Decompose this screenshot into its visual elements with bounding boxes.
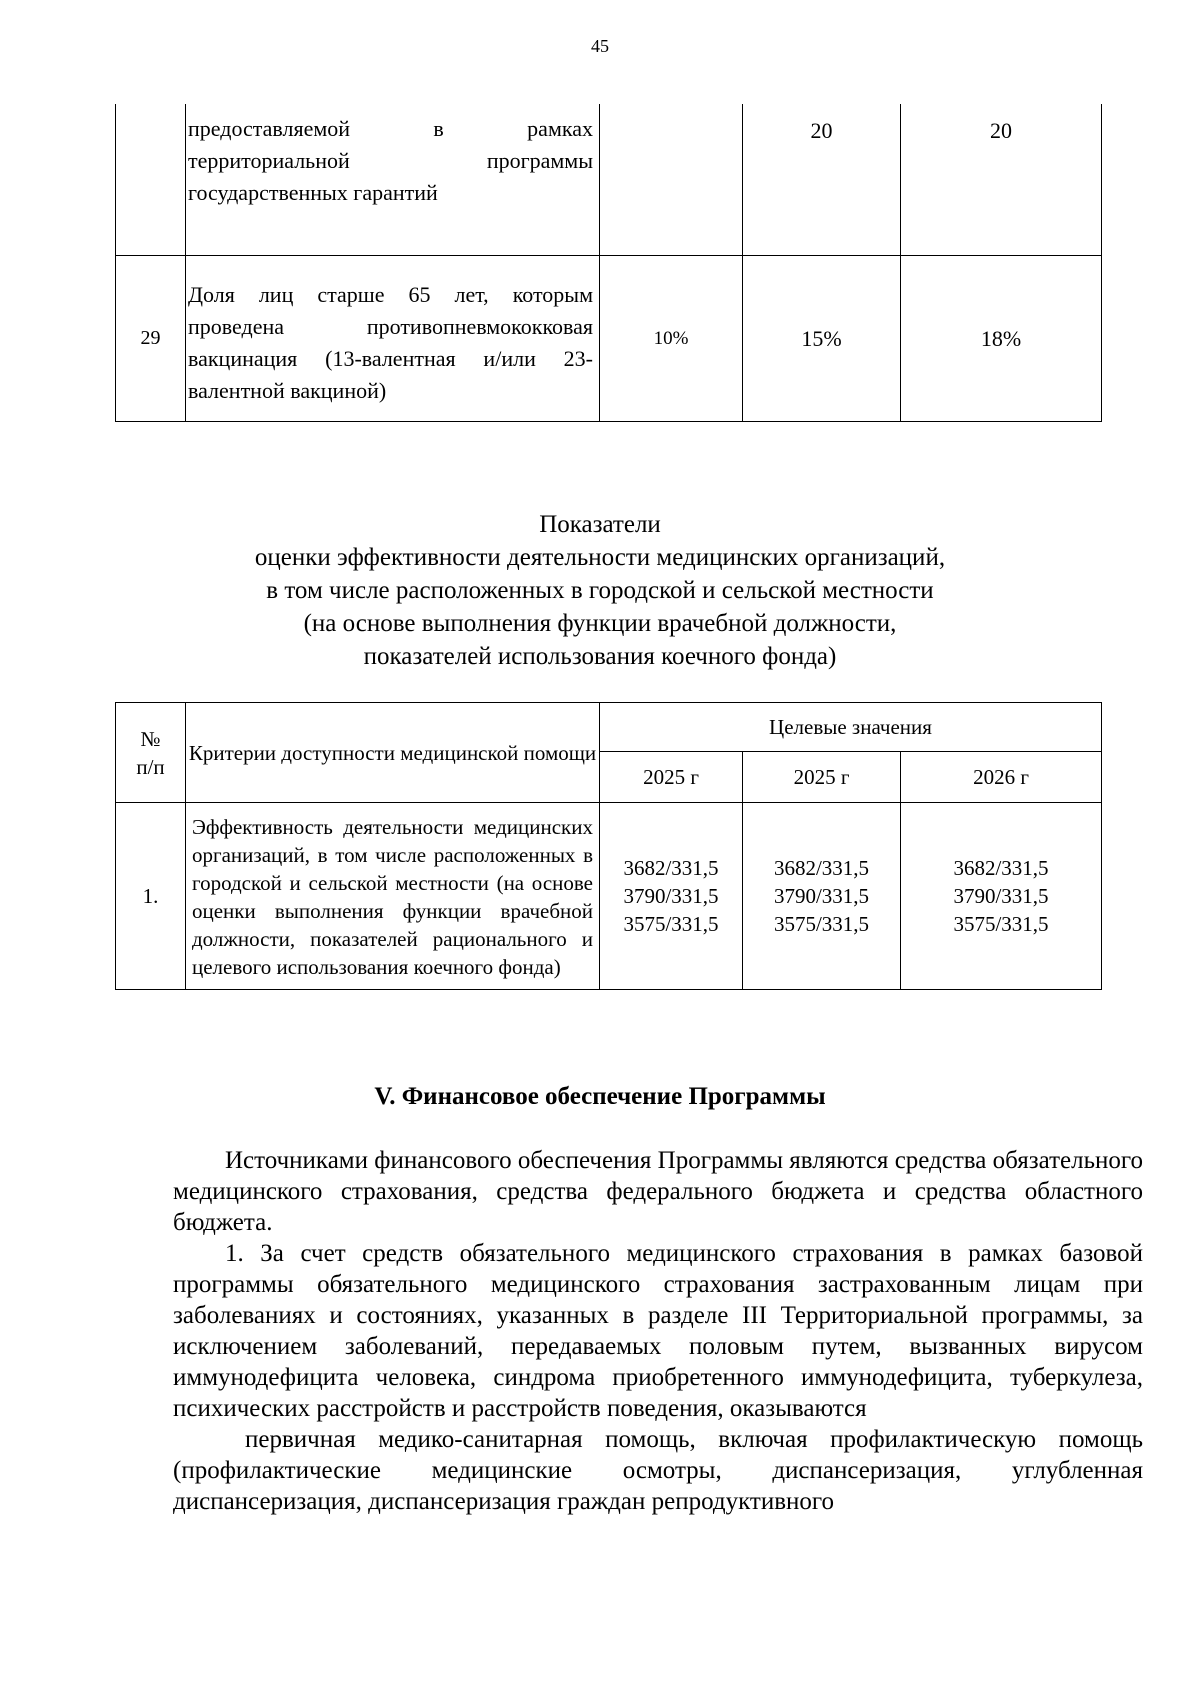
row-value-1: 10% <box>600 256 743 422</box>
row-value-1 <box>600 104 743 256</box>
header-year: 2026 г <box>901 752 1102 803</box>
row-criterion <box>186 256 600 422</box>
row-value-3: 20 <box>901 104 1102 256</box>
row-criterion <box>186 803 600 990</box>
row-number: 1. <box>116 803 186 990</box>
header-target-values: Целевые значения <box>600 703 1102 752</box>
value-line: 3575/331,5 <box>773 912 870 936</box>
row-value-2 <box>743 803 901 990</box>
heading-line: оценки эффективности деятельности медицинских организаций, <box>254 544 946 571</box>
indicators-table-continuation <box>115 104 1102 422</box>
paragraph: 1. За счет средств обязательного медицинского страхования в рамках базовой программы обязательного медицинского страхования застрахованным лицам при заболеваниях и состояниях, указанных в разделе III Территориальной программы, за исключением заболеваний, передаваемых половым путем, вызванных вирусом иммунодефицита человека, синдрома приобретенного иммунодефицита, туберкулеза, психических расстройств и расстройств поведения, оказываются <box>173 1240 1143 1422</box>
value-line: 3575/331,5 <box>953 912 1049 936</box>
heading-line: Показатели <box>539 511 661 538</box>
header-year: 2025 г <box>600 752 743 803</box>
criterion-text: Доля лиц старше 65 лет, которым проведена противопневмококковая вакцинация (13-валентная и/или 23-валентной вакциной) <box>188 282 593 403</box>
heading-line: в том числе расположенных в городской и сельской местности <box>266 577 934 604</box>
value-line: 3790/331,5 <box>953 884 1049 908</box>
heading-line: (на основе выполнения функции врачебной должности, <box>303 610 897 637</box>
row-value-3 <box>901 803 1102 990</box>
row-value-1 <box>600 803 743 990</box>
value-line: 3682/331,5 <box>623 856 719 880</box>
value-line: 3790/331,5 <box>773 884 870 908</box>
header-number <box>116 703 186 803</box>
row-number: 29 <box>116 256 186 422</box>
paragraph: Источниками финансового обеспечения Программы являются средства обязательного медицинского страхования, средства федерального бюджета и средства областного бюджета. <box>173 1147 1143 1236</box>
value-line: 3682/331,5 <box>773 856 870 880</box>
paragraph: первичная медико-санитарная помощь, включая профилактическую помощь (профилактические медицинские осмотры, диспансеризация, углубленная диспансеризация, диспансеризация граждан репродуктивного <box>173 1426 1143 1515</box>
row-value-3: 18% <box>901 256 1102 422</box>
row-number <box>116 104 186 256</box>
value-line: 3575/331,5 <box>623 912 719 936</box>
row-value-2: 20 <box>743 104 901 256</box>
table-row <box>116 104 1102 256</box>
header-year: 2025 г <box>743 752 901 803</box>
table-heading <box>0 508 1200 673</box>
section-title: V. Финансовое обеспечение Программы <box>374 1083 826 1110</box>
efficiency-indicators-table <box>115 702 1102 990</box>
row-criterion <box>186 104 600 256</box>
criterion-text: предоставляемой в рамках территориальной программы государственных гарантий <box>188 116 593 205</box>
header-number-label: п/п <box>136 754 165 779</box>
row-value-2: 15% <box>743 256 901 422</box>
table-row <box>116 256 1102 422</box>
table-row <box>116 803 1102 990</box>
value-line: 3682/331,5 <box>953 856 1049 880</box>
page-number: 45 <box>591 36 609 56</box>
heading-line: показателей использования коечного фонда) <box>363 643 837 670</box>
header-number-symbol: № <box>140 726 161 751</box>
table-header-row <box>116 703 1102 752</box>
section-body <box>173 1145 1143 1517</box>
value-line: 3790/331,5 <box>623 884 719 908</box>
header-criterion: Критерии доступности медицинской помощи <box>186 703 600 803</box>
criterion-text: Эффективность деятельности медицинских организаций, в том числе расположенных в городской и сельской местности (на основе оценки выполнения функции врачебной должности, показателей рационального и целевого использования коечного фонда) <box>192 815 593 979</box>
